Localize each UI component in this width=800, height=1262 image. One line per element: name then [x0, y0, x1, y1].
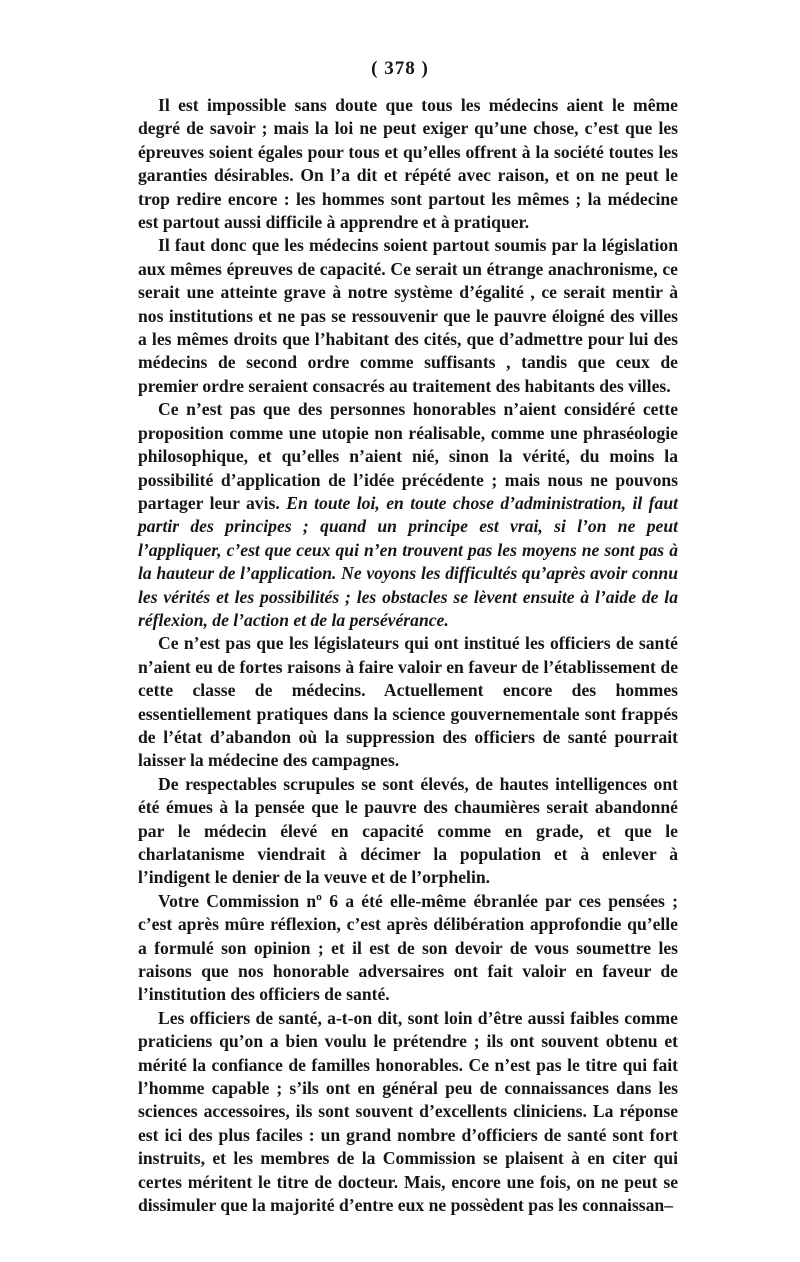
- paragraph-2-text: Il faut donc que les médecins soient partout soumis par la législation aux mêmes épreuves de capacité. Ce serait un étrange anachronisme, ce serait une atteinte grave à notre système d’égalité , ce serait mentir à nos institutions et ne pas se ressouvenir que le pauvre éloigné des villes a les mêmes droits que l’habitant des cités, que d’admettre pour lui des médecins de second ordre comme suffisants , tandis que ceux de premier ordre seraient consacrés au traitement des habitants des villes.: [138, 235, 678, 396]
- paragraph-5-text: De respectables scrupules se sont élevés, de hautes intelligences ont été émues à la pensée que le pauvre des chaumières serait abandonné par le médecin élevé en capacité comme en grade, et que le charlatanisme viendrait à décimer la population et à enlever à l’indigent le denier de la veuve et de l’orphelin.: [138, 773, 678, 888]
- paragraph-2: [138, 234, 678, 398]
- paragraph-6-text: Votre Commission nº 6 a été elle-même ébranlée par ces pensées ; c’est après mûre réflexion, c’est après délibération approfondie qu’elle a formulé son opinion ; et il est de son devoir de vous soumettre les raisons que nos honorable adversaires ont fait valoir en faveur de l’institution des officiers de santé.: [138, 890, 678, 1005]
- page-number: ( 378 ): [371, 58, 429, 79]
- paragraph-4: [138, 632, 678, 772]
- paragraph-1: [138, 94, 678, 234]
- paragraph-6: [138, 890, 678, 1007]
- paragraph-5: [138, 773, 678, 890]
- paragraph-3: [138, 398, 678, 632]
- paragraph-7-text: Les officiers de santé, a-t-on dit, sont loin d’être aussi faibles comme praticiens qu’on a bien voulu le prétendre ; ils ont souvent obtenu et mérité la confiance de familles honorables. Ce n’est pas le titre qui fait l’homme capable ; s’ils ont en général peu de connaissances dans les sciences accessoires, ils sont souvent d’excellents cliniciens. La réponse est ici des plus faciles : un grand nombre d’officiers de santé sont fort instruits, et les membres de la Commission se plaisent à en citer qui certes méritent le titre de docteur. Mais, encore une fois, on ne peut se dissimuler que la majorité d’entre eux ne possèdent pas les connaissan–: [138, 1007, 678, 1216]
- paragraph-3-italic-text: En toute loi, en toute chose d’administration, il faut partir des principes ; quand un principe est vrai, si l’on ne peut l’appliquer, c’est que ceux qui n’en trouvent pas les moyens ne sont pas à la hauteur de l’application. Ne voyons les difficultés qu’après avoir connu les vérités et les possibilités ; les obstacles se lèvent ensuite à l’aide de la réflexion, de l’action et de la persévérance.: [138, 492, 678, 630]
- paragraph-3-text: Ce n’est pas que des personnes honorables n’aient considéré cette proposition comme une utopie non réalisable, comme une phraséologie philosophique, et qu’elles n’aient nié, sinon la vérité, du moins la possibilité d’application de l’idée précédente ; mais nous ne pouvons partager leur avis.: [138, 399, 678, 513]
- paragraph-7: [138, 1007, 678, 1218]
- paragraph-4-text: Ce n’est pas que les législateurs qui ont institué les officiers de santé n’aient eu de fortes raisons à faire valoir en faveur de l’établissement de cette classe de médecins. Actuellement encore des hommes essentiellement pratiques dans la science gouvernementale sont frappés de l’état d’abandon où la suppression des officiers de santé pourrait laisser la médecine des campagnes.: [138, 633, 678, 771]
- body-text: [138, 94, 678, 1218]
- paragraph-1-text: Il est impossible sans doute que tous les médecins aient le même degré de savoir ; mais la loi ne peut exiger qu’une chose, c’est que les épreuves soient égales pour tous et qu’elles offrent à la société toutes les garanties désirables. On l’a dit et répété avec raison, et on ne peut le trop redire encore : les hommes sont partout les mêmes ; la médecine est partout aussi difficile à apprendre et à pratiquer.: [138, 95, 678, 233]
